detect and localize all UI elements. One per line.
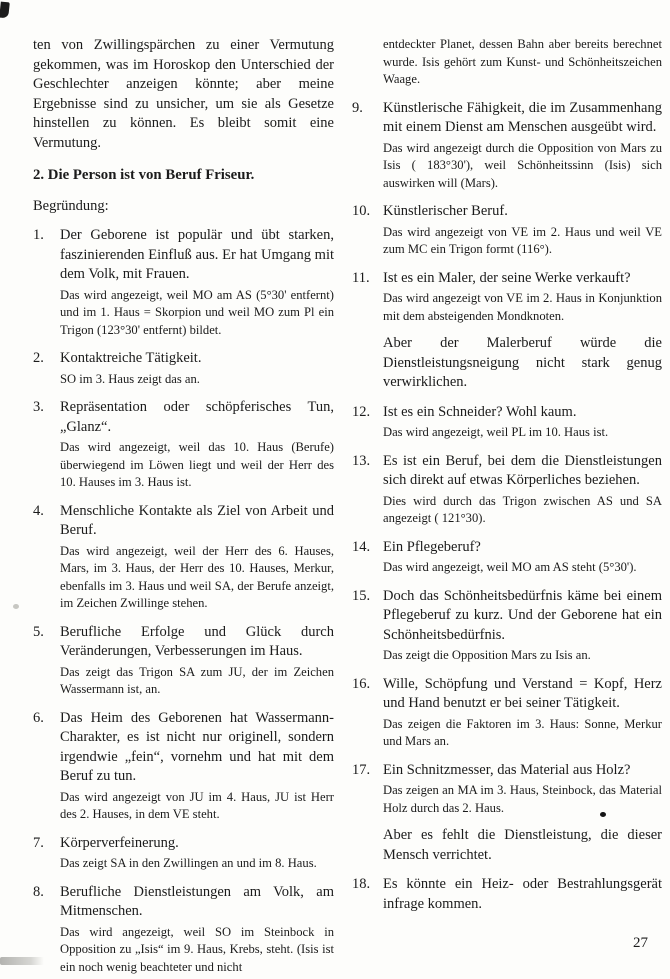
item-title: Das Heim des Geborenen hat Wassermann-Charakter, es ist nicht nur originell, sondern irgendwie „fein“, vornehm und hat mit dem Beruf zu tun.	[60, 709, 334, 784]
item-detail: Das zeigen die Faktoren im 3. Haus: Sonne, Merkur und Mars an.	[383, 716, 662, 748]
item-extra-paragraph: Aber der Malerberuf würde die Dienstleistungsneigung nicht stark genug verwirklichen.	[383, 335, 662, 390]
item-number: 3.	[33, 399, 44, 415]
item-title: Doch das Schönheitsbedürfnis käme bei einem Pflegeberuf zu kurz. Und der Geborene hat ein Schönheitsbedürfnis.	[383, 587, 662, 643]
item-detail: Das wird angezeigt, weil das 10. Haus (Berufe) überwiegend im Löwen liegt und weil der Herr des 10. Hauses im 3. Haus ist.	[60, 440, 334, 489]
item-number: 10.	[352, 203, 371, 219]
item-number: 4.	[33, 502, 44, 519]
scan-artifact-dot	[13, 604, 19, 609]
item-title: Berufliche Erfolge und Glück durch Veränderungen, Verbesserungen im Haus.	[60, 623, 334, 659]
item-extra-paragraph: Aber es fehlt die Dienstleistung, die dieser Mensch verrichtet.	[383, 827, 662, 863]
item-title: Es ist ein Beruf, bei dem die Dienstleistungen sich direkt auf etwas Körperliches beziehen.	[383, 452, 662, 488]
item-number: 12.	[352, 403, 371, 420]
ink-dot	[600, 812, 606, 817]
item-title: Berufliche Dienstleistungen am Volk, am Mitmenschen.	[60, 883, 334, 919]
list-item	[352, 202, 662, 259]
section-heading: 2. Die Person ist von Beruf Friseur.	[33, 167, 255, 183]
item-detail: Das wird angezeigt, weil der Herr des 6. Hauses, Mars, im 3. Haus, der Herr des 10. Hauses, Merkur, ebenfalls im 3. Haus und weil SA, der Berufe anzeigt, im Zeichen Zwillinge stehen.	[60, 543, 334, 610]
item-title: Repräsentation oder schöpferisches Tun, „Glanz“.	[60, 399, 334, 435]
list-item	[33, 623, 334, 699]
continuation-paragraph: entdeckter Planet, dessen Bahn aber bereits berechnet wurde. Isis gehört zum Kunst- und Schönheitszeichen Waage.	[383, 37, 662, 86]
item-title: Menschliche Kontakte als Ziel von Arbeit und Beruf.	[60, 502, 334, 538]
item-number: 15.	[352, 587, 371, 604]
item-title: Wille, Schöpfung und Verstand = Kopf, Herz und Hand benutzt er bei seiner Tätigkeit.	[383, 675, 662, 711]
item-detail: Das zeigt das Trigon SA zum JU, der im Zeichen Wassermann ist, an.	[60, 664, 334, 696]
item-title: Ist es ein Maler, der seine Werke verkauft?	[383, 269, 631, 286]
item-title: Ist es ein Schneider? Wohl kaum.	[383, 403, 577, 420]
item-number: 2.	[33, 350, 44, 366]
item-title: Künstlerische Fähigkeit, die im Zusammenhang mit einem Dienst am Menschen ausgeübt wird.	[383, 99, 662, 135]
item-number: 5.	[33, 623, 44, 640]
item-detail: Das wird angezeigt, weil SO im Steinbock in Opposition zu „Isis“ im 9. Haus, Krebs, steht. (Isis ist ein noch wenig beachteter und nicht	[60, 924, 334, 974]
list-item	[33, 398, 334, 492]
intro-paragraph: ten von Zwillingspärchen zu einer Vermutung gekommen, was im Horoskop den Unterschied der Geschlechter anzeigen könnte; aber meine Ergebnisse sind zu unsicher, um sie als Gesetze hinstellen zu können. Es bleibt somit eine Vermutung.	[33, 37, 334, 151]
item-number: 9.	[352, 99, 363, 116]
list-item	[352, 269, 662, 393]
item-title: Es könnte ein Heiz- oder Bestrahlungsgerät infrage kommen.	[383, 876, 662, 912]
left-column	[33, 36, 334, 976]
list-item	[33, 709, 334, 824]
right-column	[352, 36, 662, 976]
list-item	[33, 349, 334, 388]
list-item	[352, 675, 662, 751]
item-detail: SO im 3. Haus zeigt das an.	[60, 371, 200, 386]
item-number: 17.	[352, 761, 371, 778]
item-number: 8.	[33, 883, 44, 900]
list-item	[352, 761, 662, 866]
item-detail: Das wird angezeigt, weil PL im 10. Haus ist.	[383, 425, 609, 439]
list-item	[33, 883, 334, 977]
list-item	[352, 452, 662, 528]
item-title: Ein Pflegeberuf?	[383, 538, 481, 555]
item-detail: Das wird angezeigt, weil MO am AS (5°30' entfernt) und im 1. Haus = Skorpion und weil MO zum Pl ein Trigon (123°30' entfernt) bildet.	[60, 287, 334, 337]
item-detail: Das wird angezeigt, weil MO am AS steht (5°30').	[383, 560, 637, 574]
item-detail: Das wird angezeigt durch die Opposition von Mars zu Isis ( 183°30'), weil Schönheitssinn (Isis) sich auswirken will (Mars).	[383, 140, 662, 190]
item-number: 14.	[352, 538, 371, 555]
item-detail: Das wird angezeigt von VE im 2. Haus und weil VE zum MC ein Trigon formt (116°).	[383, 224, 662, 256]
list-item	[33, 226, 334, 339]
item-number: 18.	[352, 876, 371, 892]
scan-artifact-smudge	[0, 957, 44, 965]
item-title: Körperverfeinerung.	[60, 834, 179, 851]
list-item	[33, 834, 334, 873]
list-item	[33, 502, 334, 613]
item-detail: Das zeigt die Opposition Mars zu Isis an.	[383, 648, 591, 662]
list-item	[352, 875, 662, 914]
item-number: 6.	[33, 709, 44, 726]
item-detail: Das wird angezeigt von JU im 4. Haus, JU ist Herr des 2. Hauses, in dem VE steht.	[60, 789, 334, 821]
item-number: 11.	[352, 269, 370, 286]
item-detail: Dies wird durch das Trigon zwischen AS und SA angezeigt ( 121°30).	[383, 493, 662, 525]
item-number: 16.	[352, 675, 371, 692]
item-detail: Das zeigt SA in den Zwillingen an und im 8. Haus.	[60, 856, 317, 870]
list-item	[352, 587, 662, 665]
item-detail: Das zeigen an MA im 3. Haus, Steinbock, das Material Holz durch das 2. Haus.	[383, 783, 662, 815]
item-number: 1.	[33, 227, 44, 243]
list-item	[352, 403, 662, 442]
item-detail: Das wird angezeigt von VE im 2. Haus in Konjunktion mit dem absteigenden Mondknoten.	[383, 291, 662, 323]
page-number: 27	[633, 935, 648, 951]
item-number: 7.	[33, 834, 44, 851]
list-item	[352, 538, 662, 577]
list-item	[352, 99, 662, 193]
item-title: Künstlerischer Beruf.	[383, 203, 508, 219]
subheading: Begründung:	[33, 197, 109, 214]
item-title: Der Geborene ist populär und übt starken, faszinierenden Einfluß aus. Er hat Umgang mit dem Volk, mit Frauen.	[60, 227, 334, 282]
item-title: Ein Schnitzmesser, das Material aus Holz?	[383, 761, 631, 778]
item-title: Kontaktreiche Tätigkeit.	[60, 350, 202, 366]
item-number: 13.	[352, 452, 371, 469]
